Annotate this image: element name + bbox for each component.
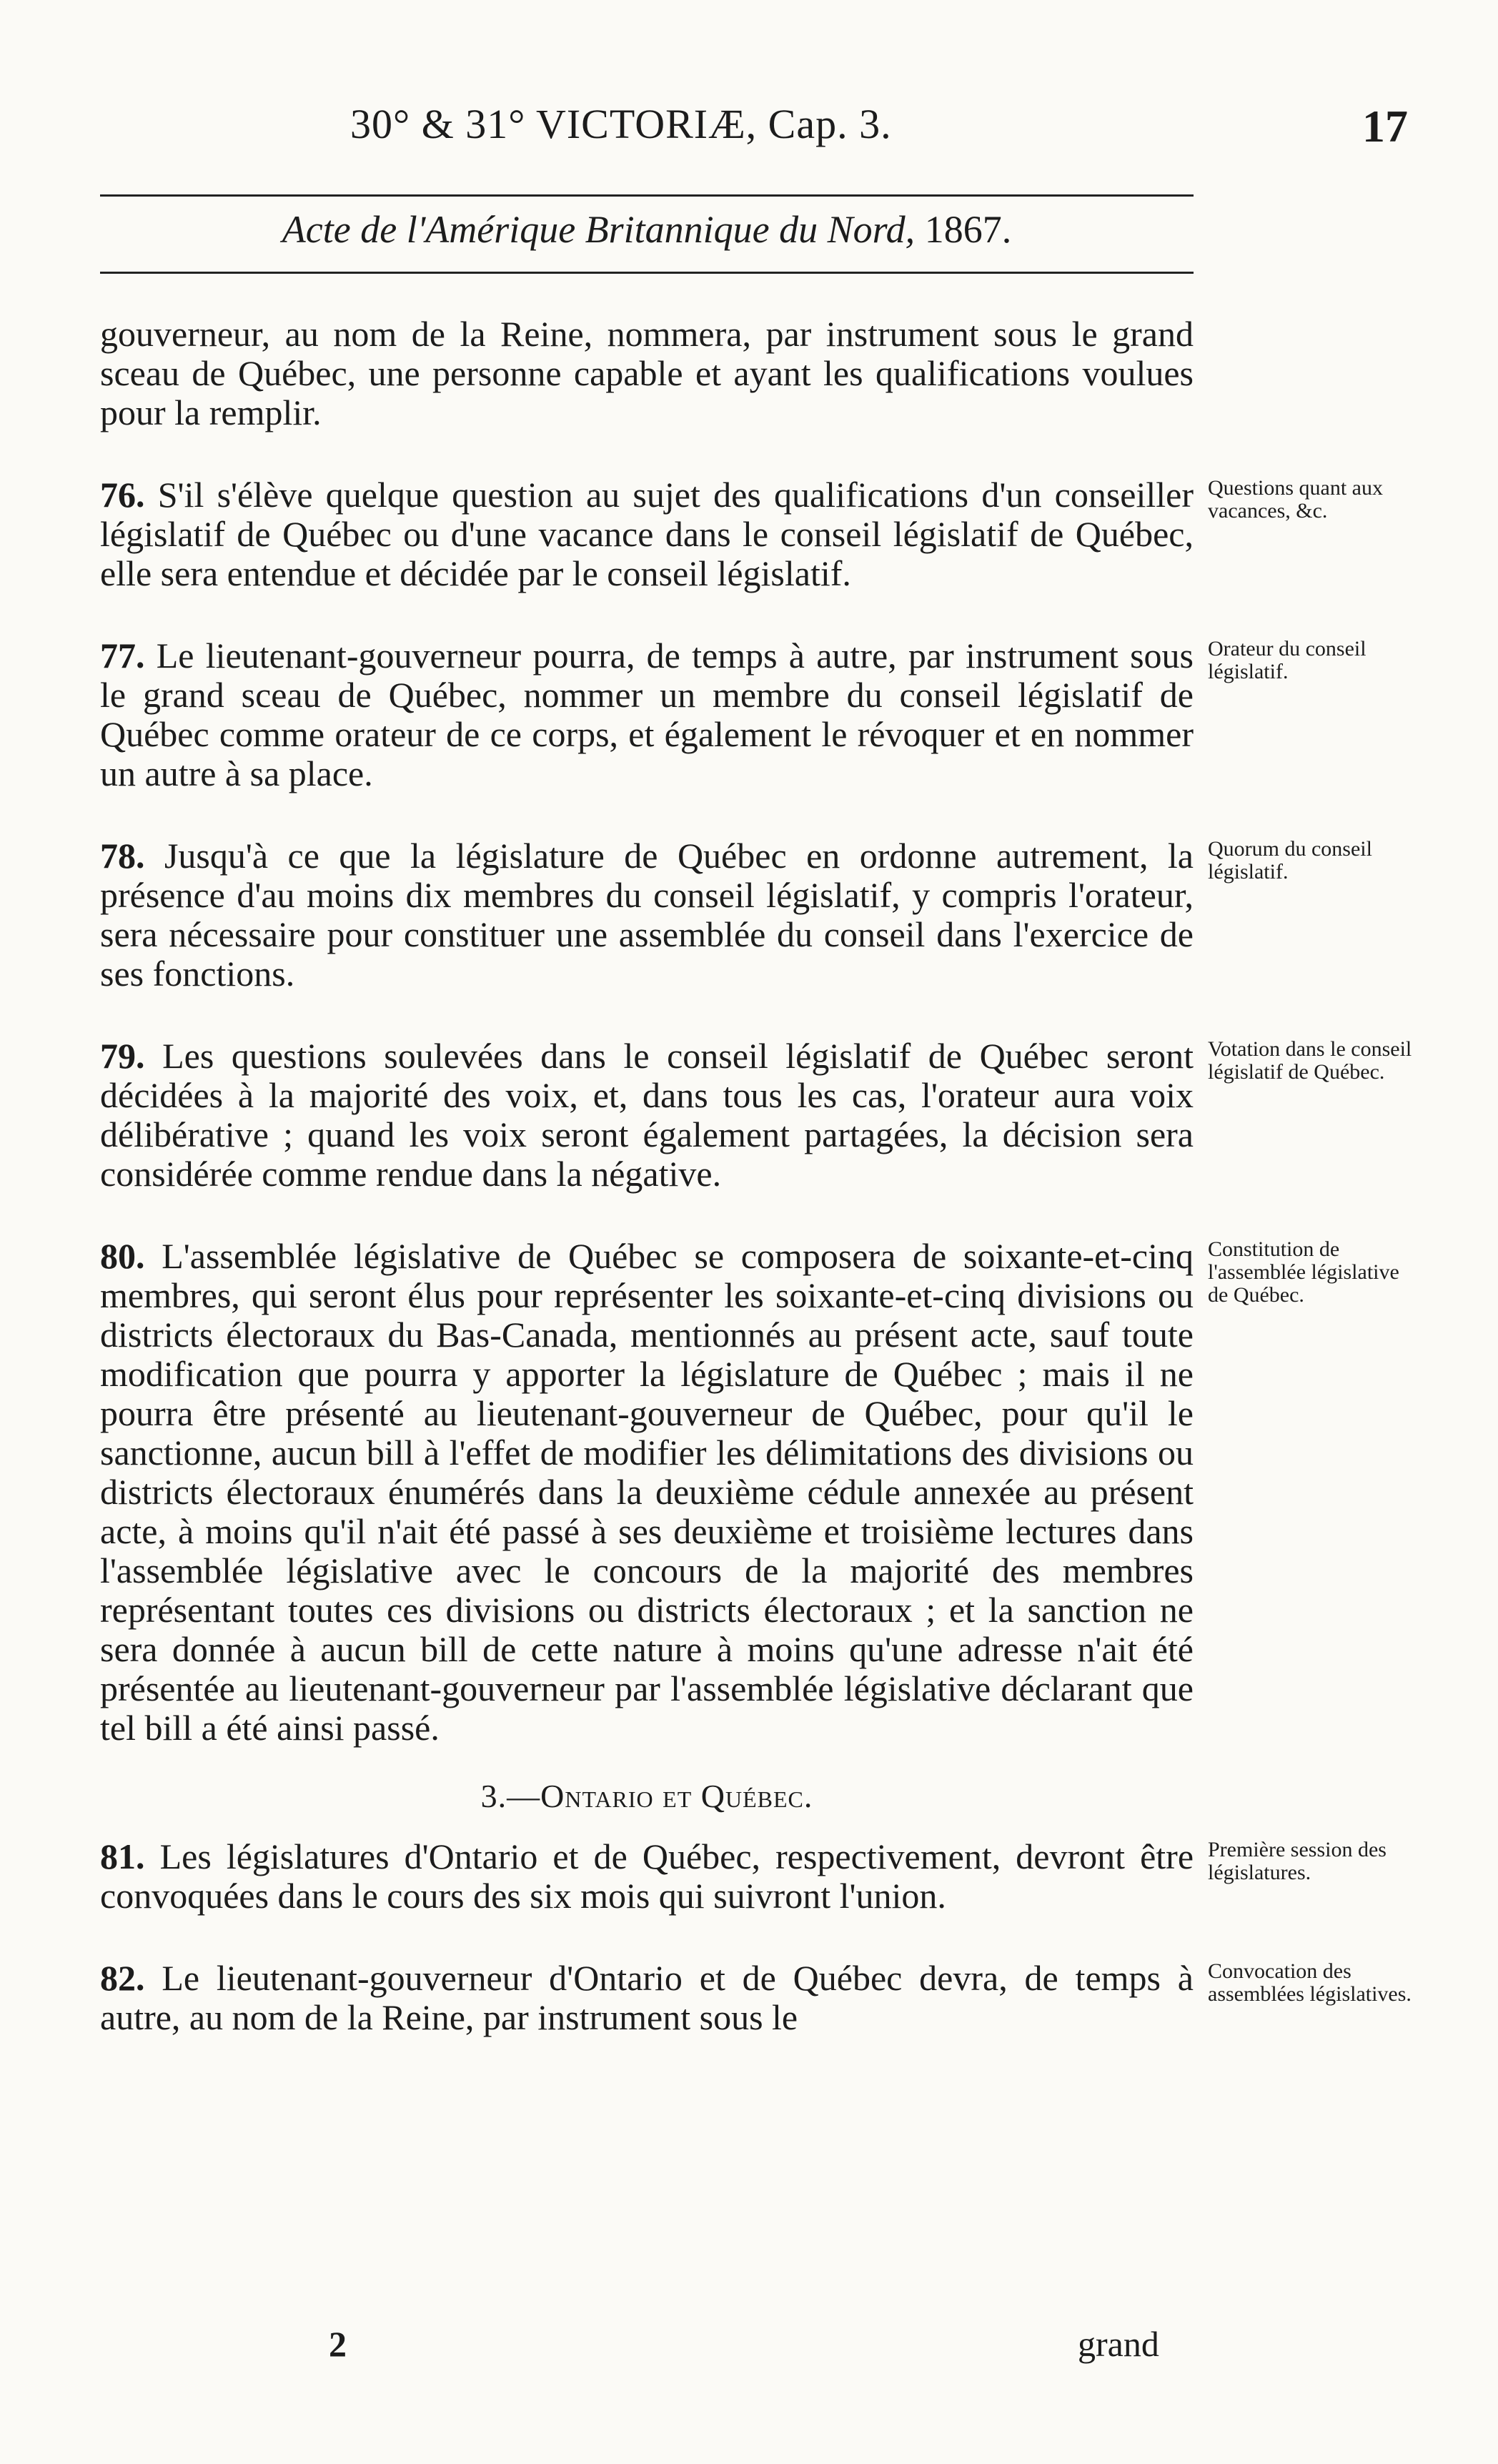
section-number: 76. (100, 475, 145, 515)
section-number: 81. (100, 1836, 145, 1876)
section-79 (100, 1036, 1412, 1194)
section-heading-title: Ontario et Québec. (540, 1778, 813, 1814)
paragraph-text: Les questions soulevées dans le conseil législatif de Québec seront décidées à la majorité des voix, et, dans tous les cas, l'orateur aura voix délibérative ; quand les voix seront également partagées, la décision sera considérée comme rendue dans la négative. (100, 1036, 1194, 1194)
margin-note: Première session des législatures. (1208, 1838, 1387, 1884)
section-number: 78. (100, 836, 145, 876)
section-77 (100, 635, 1366, 793)
margin-note: Questions quant aux vacances, &c. (1208, 476, 1383, 523)
margin-note: Quorum du conseil législatif. (1208, 837, 1372, 884)
title-rule (100, 272, 1194, 274)
running-head (100, 100, 1408, 157)
paragraph-text: S'il s'élève quelque question au sujet des qualifications d'un conseiller législatif de Québec ou d'une vacance dans le conseil législatif de Québec, elle sera entendue et décidée par le conseil législatif. (100, 475, 1194, 593)
page-body (100, 314, 1412, 2037)
section-number: 77. (100, 635, 145, 676)
paragraph-text: Le lieutenant-gouverneur pourra, de temps à autre, par instrument sous le grand sceau de Québec, nommer un membre du conseil législatif de Québec comme orateur de ce corps, et également le révoquer et en nommer un autre à sa place. (100, 635, 1194, 793)
running-title: 30° & 31° VICTORIÆ, Cap. 3. (350, 101, 892, 147)
header-rule (100, 194, 1194, 197)
margin-note: Orateur du conseil législatif. (1208, 637, 1366, 683)
act-title-text: Acte de l'Amérique Britannique du Nord, (282, 208, 916, 251)
act-year: 1867. (924, 208, 1012, 251)
act-title (100, 207, 1194, 252)
catchword: grand (1078, 2324, 1159, 2364)
section-80 (100, 1236, 1399, 1748)
section-76 (100, 475, 1383, 593)
paragraph-text: Les législatures d'Ontario et de Québec, respectivement, devront être convoquées dans le cours des six mois qui suivront l'union. (100, 1836, 1194, 1916)
margin-note: Convocation des assemblées législatives. (1208, 1959, 1412, 2006)
section-number: 79. (100, 1036, 145, 1076)
section-81 (100, 1836, 1387, 1916)
section-number: 82. (100, 1958, 145, 1998)
section-heading-number: 3.— (480, 1778, 541, 1814)
section-heading (100, 1776, 1194, 1816)
section-78 (100, 836, 1372, 994)
paragraph-text: gouverneur, au nom de la Reine, nommera, par instrument sous le grand sceau de Québec, une personne capable et ayant les qualifications voulues pour la remplir. (100, 314, 1194, 432)
section-number: 80. (100, 1236, 145, 1276)
paragraph-text: L'assemblée législative de Québec se composera de soixante-et-cinq membres, qui seront élus pour représenter les soixante-et-cinq divisions ou districts électoraux du Bas-Canada, mentionnés au présent acte, sauf toute modification que pourra y apporter la législature de Québec ; mais il ne pourra être présenté au lieutenant-gouverneur de Québec, pour qu'il le sanctionne, aucun bill à l'effet de modifier les délimitations des divisions ou districts électoraux énumérés dans la deuxième cédule annexée au présent acte, à moins qu'il n'ait été passé à ses deuxième et troisième lectures dans l'assemblée législative avec le concours de la majorité des membres représentant toutes ces divisions ou districts électoraux ; et la sanction ne sera donnée à aucun bill de cette nature à moins qu'une adresse n'ait été présentée au lieutenant-gouverneur par l'assemblée législative déclarant que tel bill a été ainsi passé. (100, 1236, 1194, 1748)
margin-note: Constitution de l'assemblée législative de Québec. (1208, 1237, 1399, 1307)
section-82 (100, 1958, 1412, 2037)
paragraph-continuation (100, 315, 1194, 432)
paragraph-text: Le lieutenant-gouverneur d'Ontario et de Québec devra, de temps à autre, au nom de la Reine, par instrument sous le (100, 1958, 1194, 2037)
margin-note: Votation dans le conseil législatif de Québec. (1208, 1037, 1412, 1084)
signature-mark: 2 (329, 2324, 347, 2364)
paragraph-text: Jusqu'à ce que la législature de Québec en ordonne autrement, la présence d'au moins dix membres du conseil législatif, y compris l'orateur, sera nécessaire pour constituer une assemblée du conseil dans l'exercice de ses fonctions. (100, 836, 1194, 994)
page-number: 17 (1362, 101, 1408, 152)
